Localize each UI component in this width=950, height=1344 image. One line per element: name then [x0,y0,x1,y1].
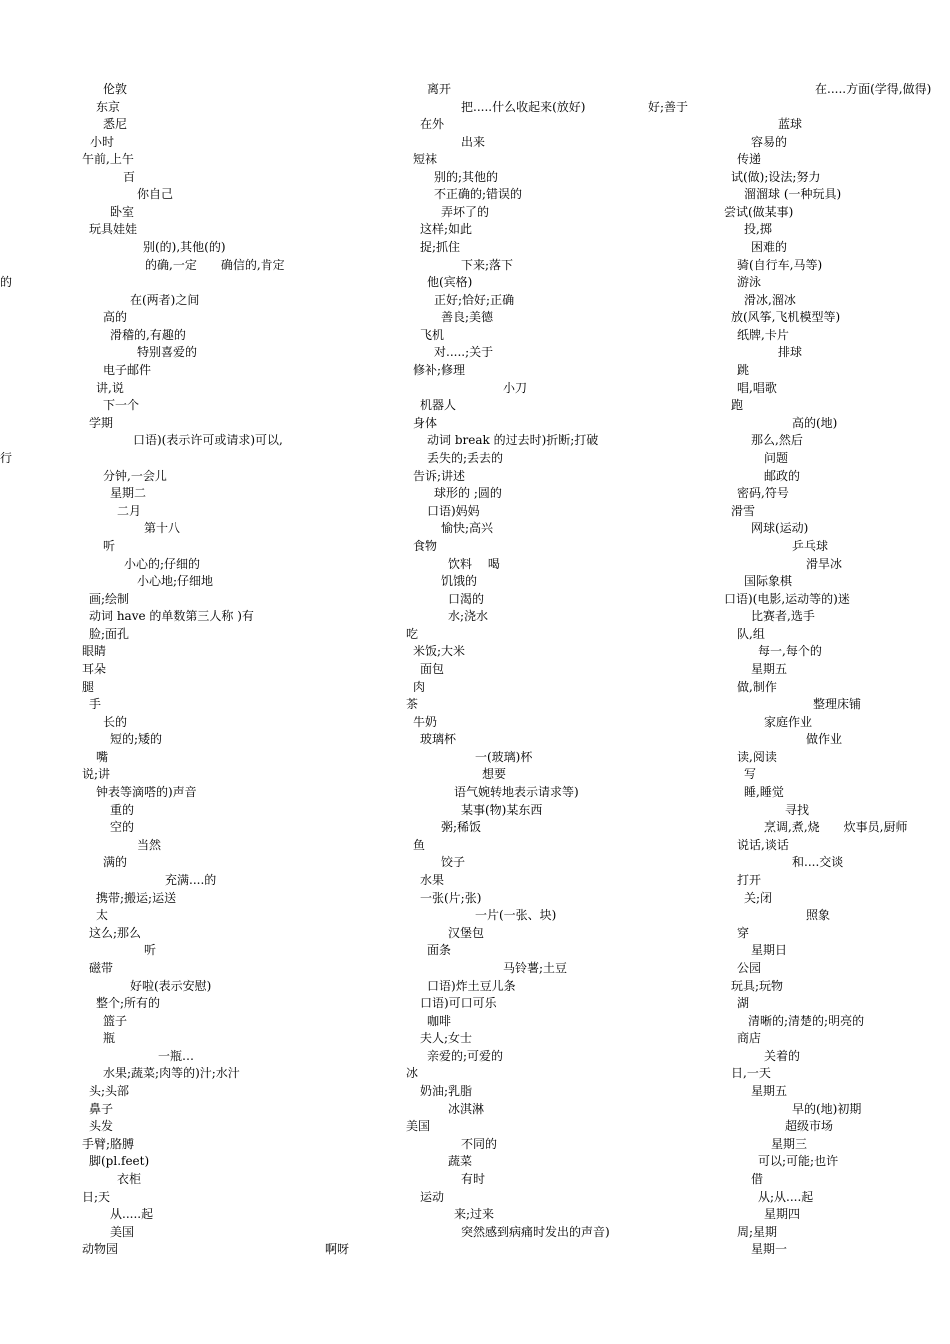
vocab-entry: 对.....;关于 [434,345,494,359]
vocab-entry: 星期五 [751,1084,788,1098]
vocab-entry: 网球(运动) [751,521,809,535]
vocab-entry: 悉尼 [103,117,128,131]
vocab-entry: 游泳 [737,275,762,289]
vocab-entry: 高的(地) [792,416,838,430]
vocab-entry: 跳 [737,363,750,377]
vocab-entry: 传递 [737,152,762,166]
vocab-entry: 口语)妈妈 [427,504,480,518]
vocab-entry: 一瓶… [158,1049,195,1063]
vocab-entry: 说话,谈话 [737,838,789,852]
vocab-entry: 离开 [427,82,452,96]
vocab-entry: 穿 [737,926,750,940]
vocab-entry: 愉快;高兴 [441,521,494,535]
vocab-entry: 放(风筝,飞机模型等) [731,310,841,324]
vocab-entry: 星期三 [771,1137,808,1151]
vocab-entry: 你自己 [137,187,174,201]
vocab-entry: 吃 [406,627,419,641]
vocab-entry: 星期五 [751,662,788,676]
vocab-entry: 把.....什么收起来(放好) [461,100,586,114]
vocab-entry: 空的 [110,820,135,834]
vocab-entry: 照象 [806,908,831,922]
vocab-entry: 骑(自行车,马等) [737,258,823,272]
vocab-entry: 读,阅读 [737,750,777,764]
vocab-entry: 比赛者,选手 [751,609,815,623]
vocab-entry: 美国 [406,1119,431,1133]
vocab-entry: 出来 [461,135,486,149]
vocab-entry: 关着的 [764,1049,801,1063]
vocab-entry: 玩具;玩物 [731,979,784,993]
vocab-entry: 嘴 [96,750,109,764]
vocab-entry: 做作业 [806,732,843,746]
vocab-entry: 寻找 [785,803,810,817]
vocab-entry: 小心的;仔细的 [124,557,201,571]
vocab-entry: 从.....起 [110,1207,154,1221]
vocab-entry: 饥饿的 [441,574,478,588]
vocab-entry: 修补;修理 [413,363,466,377]
vocab-entry: 玩具娃娃 [89,222,138,236]
vocab-entry: 小心地;仔细地 [137,574,214,588]
vocab-entry: 头发 [89,1119,114,1133]
vocab-entry: 早的(地)初期 [792,1102,862,1116]
vocab-entry: 日;天 [82,1190,111,1204]
vocab-entry: 行 [0,451,13,465]
vocab-entry: 篮子 [103,1014,128,1028]
vocab-entry: 借 [751,1172,764,1186]
vocab-entry: 好啦(表示安慰) [130,979,212,993]
vocab-entry: 磁带 [89,961,114,975]
vocab-entry: 他(宾格) [427,275,473,289]
vocab-entry: 容易的 [751,135,788,149]
vocab-entry: 语气婉转地表示请求等) [454,785,579,799]
vocab-entry: 手臂;胳膊 [82,1137,135,1151]
vocab-entry: 瓶 [103,1031,116,1045]
vocab-entry: 动词 have 的单数第三人称 )有 [89,609,254,623]
vocab-entry: 滑稽的,有趣的 [110,328,186,342]
vocab-entry: 滑雪 [731,504,756,518]
vocab-entry: 下来;落下 [461,258,514,272]
vocab-entry: 的确,一定 确信的,肯定 [145,258,285,272]
vocab-entry: 有时 [461,1172,486,1186]
vocab-entry: 整个;所有的 [96,996,161,1010]
vocab-entry: 和....交谈 [792,855,844,869]
vocab-entry: 二月 [117,504,142,518]
vocab-entry: 超级市场 [785,1119,834,1133]
vocab-entry: 长的 [103,715,128,729]
vocab-entry: 蓝球 [778,117,803,131]
vocab-entry: 来;过来 [454,1207,495,1221]
vocab-entry: 口语)可口可乐 [420,996,497,1010]
vocab-entry: 唱,唱歌 [737,381,777,395]
vocab-entry: 下一个 [103,398,140,412]
vocab-entry: 可以;可能;也许 [758,1154,839,1168]
vocab-entry: 汉堡包 [448,926,485,940]
vocab-entry: 画;绘制 [89,592,130,606]
vocab-entry: 卧室 [110,205,135,219]
vocab-entry: 小刀 [503,381,528,395]
vocab-entry: 烹调,煮,烧 炊事员,厨师 [764,820,908,834]
vocab-entry: 特别喜爱的 [137,345,198,359]
vocab-entry: 重的 [110,803,135,817]
vocab-entry: 星期一 [751,1242,788,1256]
vocab-entry: 的 [0,275,13,289]
vocab-entry: 亲爱的;可爱的 [427,1049,504,1063]
vocab-entry: 水;浇水 [448,609,489,623]
vocab-entry: 口渴的 [448,592,485,606]
vocab-entry: 国际象棋 [744,574,793,588]
vocab-entry: 别的;其他的 [434,170,499,184]
vocab-entry: 高的 [103,310,128,324]
vocab-entry: 讲,说 [96,381,124,395]
vocab-entry: 口语)(表示许可或请求)可以, [133,433,283,447]
vocab-entry: 困难的 [751,240,788,254]
vocab-entry: 眼睛 [82,644,107,658]
vocab-entry: 短袜 [413,152,438,166]
vocab-entry: 粥;稀饭 [441,820,482,834]
vocab-entry: 电子邮件 [103,363,152,377]
vocab-entry: 啊呀 [325,1242,350,1256]
vocab-entry: 尝试(做某事) [724,205,794,219]
vocab-entry: 百 [123,170,136,184]
vocab-entry: 一片(一张、块) [475,908,557,922]
vocab-entry: 弄坏了的 [441,205,490,219]
vocab-entry: 捉;抓住 [420,240,461,254]
vocab-entry: 茶 [406,697,419,711]
vocab-entry: 肉 [413,680,426,694]
vocab-entry: 溜溜球 (一种玩具) [744,187,842,201]
vocab-entry: 食物 [413,539,438,553]
vocab-entry: 动词 break 的过去时)折断;打破 [427,433,599,447]
vocab-entry: 问题 [764,451,789,465]
vocab-entry: 美国 [110,1225,135,1239]
vocab-entry: 机器人 [420,398,457,412]
vocab-entry: 从;从....起 [758,1190,814,1204]
vocab-entry: 突然感到病痛时发出的声音) [461,1225,610,1239]
vocab-entry: 运动 [420,1190,445,1204]
vocab-entry: 冰淇淋 [448,1102,485,1116]
vocab-entry: 头;头部 [89,1084,130,1098]
vocab-entry: 面条 [427,943,452,957]
vocab-entry: 脚(pl.feet) [89,1154,150,1168]
vocab-entry: 好;善于 [648,100,689,114]
vocab-entry: 星期日 [751,943,788,957]
vocab-entry: 饮料 喝 [448,557,500,571]
vocab-entry: 投,掷 [744,222,772,236]
vocab-entry: 做,制作 [737,680,777,694]
vocab-entry: 这样;如此 [420,222,473,236]
vocab-entry: 家庭作业 [764,715,813,729]
vocab-entry: 午前,上午 [82,152,134,166]
vocab-entry: 当然 [137,838,162,852]
vocab-entry: 邮政的 [764,469,801,483]
vocab-entry: 满的 [103,855,128,869]
vocab-entry: 湖 [737,996,750,1010]
vocab-entry: 告诉;讲述 [413,469,466,483]
vocab-entry: 这么;那么 [89,926,142,940]
vocab-entry: 别(的),其他(的) [143,240,226,254]
vocab-entry: 面包 [420,662,445,676]
vocab-entry: 动物园 [82,1242,119,1256]
vocab-entry: 米饭;大米 [413,644,466,658]
vocab-entry: 腿 [82,680,95,694]
vocab-entry: 学期 [89,416,114,430]
vocab-entry: 密码,符号 [737,486,789,500]
vocab-entry: 第十八 [144,521,181,535]
vocab-entry: 正好;恰好;正确 [434,293,515,307]
vocab-entry: 乒乓球 [792,539,829,553]
vocab-entry: 小时 [90,135,115,149]
vocab-entry: 清晰的;清楚的;明亮的 [748,1014,865,1028]
vocab-entry: 一(玻璃)杯 [475,750,533,764]
vocab-entry: 每一,每个的 [758,644,822,658]
vocab-entry: 队,组 [737,627,765,641]
vocab-entry: 伦敦 [103,82,128,96]
vocab-entry: 日,一天 [731,1066,771,1080]
vocab-entry: 飞机 [420,328,445,342]
vocab-entry: 写 [744,767,757,781]
vocab-entry: 想要 [482,767,507,781]
vocab-entry: 钟表等滴嗒的)声音 [96,785,197,799]
vocab-entry: 听 [144,943,157,957]
vocab-entry: 周;星期 [737,1225,778,1239]
vocab-entry: 商店 [737,1031,762,1045]
vocab-entry: 奶油;乳脂 [420,1084,473,1098]
vocab-entry: 球形的 ;圆的 [434,486,502,500]
vocab-entry: 某事(物)某东西 [461,803,543,817]
vocab-entry: 在.....方面(学得,做得) [815,82,932,96]
vocab-entry: 脸;面孔 [89,627,130,641]
vocab-entry: 口语)炸土豆儿条 [427,979,516,993]
vocab-entry: 跑 [731,398,744,412]
vocab-entry: 充满....的 [165,873,217,887]
vocab-entry: 打开 [737,873,762,887]
vocab-entry: 滑冰,溜冰 [744,293,796,307]
vocab-entry: 在(两者)之间 [130,293,200,307]
vocab-entry: 说;讲 [82,767,111,781]
vocab-entry: 冰 [406,1066,419,1080]
vocab-entry: 排球 [778,345,803,359]
vocab-entry: 公园 [737,961,762,975]
vocab-entry: 星期二 [110,486,147,500]
vocab-entry: 水果 [420,873,445,887]
vocab-entry: 牛奶 [413,715,438,729]
vocab-entry: 不同的 [461,1137,498,1151]
vocab-entry: 星期四 [764,1207,801,1221]
vocab-entry: 分钟,一会儿 [103,469,167,483]
vocab-entry: 丢失的;丢去的 [427,451,504,465]
vocab-entry: 耳朵 [82,662,107,676]
vocab-entry: 身体 [413,416,438,430]
vocab-entry: 东京 [96,100,121,114]
vocab-entry: 饺子 [441,855,466,869]
vocab-entry: 滑旱冰 [806,557,843,571]
vocab-entry: 纸牌,卡片 [737,328,789,342]
vocab-entry: 蔬菜 [448,1154,473,1168]
vocab-entry: 整理床铺 [813,697,862,711]
vocab-entry: 听 [103,539,116,553]
vocab-entry: 善良;美德 [441,310,494,324]
vocab-entry: 口语)(电影,运动等的)迷 [724,592,850,606]
vocab-entry: 玻璃杯 [420,732,457,746]
vocab-entry: 衣柜 [117,1172,142,1186]
vocab-entry: 关;闭 [744,891,773,905]
vocab-entry: 鼻子 [89,1102,114,1116]
vocab-entry: 在外 [420,117,445,131]
vocab-entry: 咖啡 [427,1014,452,1028]
vocab-entry: 携带;搬运;运送 [96,891,177,905]
vocab-entry: 手 [89,697,102,711]
vocab-entry: 鱼 [413,838,426,852]
vocab-entry: 不正确的;错误的 [434,187,523,201]
vocab-entry: 睡,睡觉 [744,785,784,799]
vocab-entry: 一张(片;张) [420,891,482,905]
vocab-entry: 试(做);设法;努力 [731,170,821,184]
vocab-entry: 太 [96,908,109,922]
vocab-entry: 夫人;女士 [420,1031,473,1045]
vocab-entry: 短的;矮的 [110,732,163,746]
vocab-entry: 那么,然后 [751,433,803,447]
vocab-entry: 马铃薯;土豆 [503,961,568,975]
vocab-entry: 水果;蔬菜;肉等的)汁;水汁 [103,1066,240,1080]
